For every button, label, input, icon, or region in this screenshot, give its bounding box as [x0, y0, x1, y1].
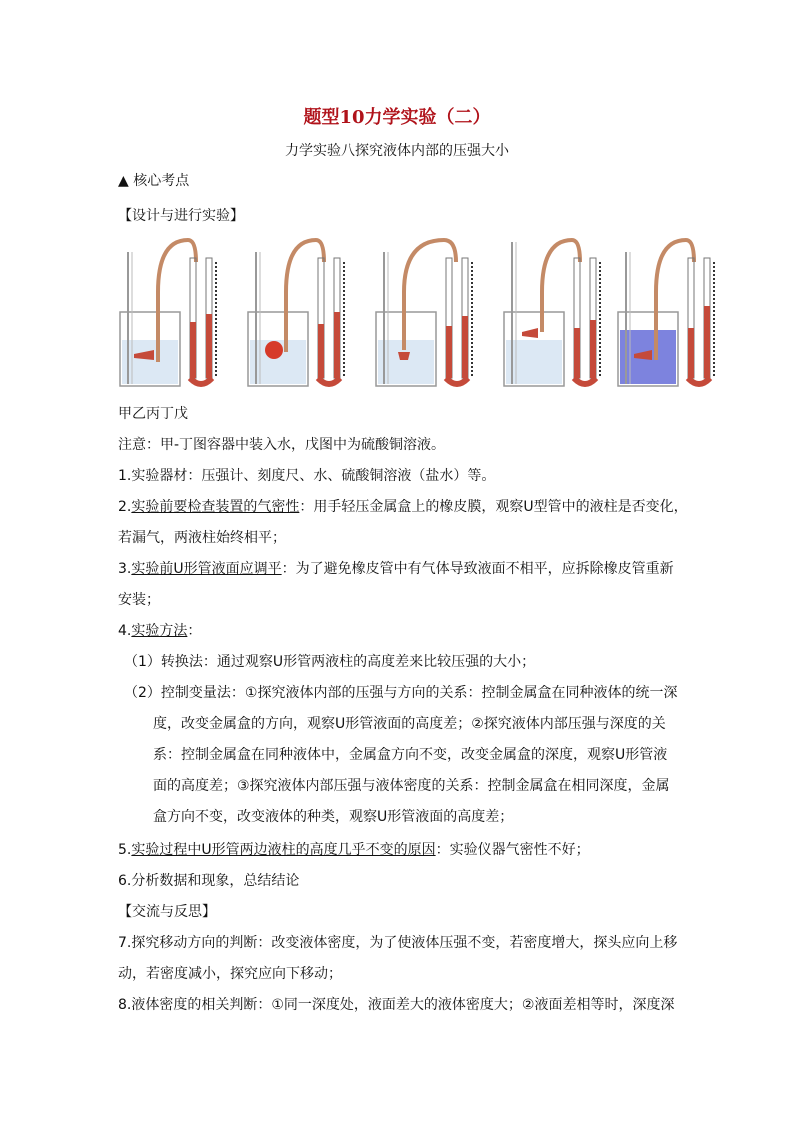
figure-bing	[374, 232, 486, 392]
item-7-line-1: 7.探究移动方向的判断：改变液体密度，为了使液体压强不变，若密度增大，探头应向上移	[118, 935, 678, 951]
section-reflect-heading: 【交流与反思】	[118, 904, 216, 920]
figure-wu	[616, 232, 728, 392]
figure-yi	[246, 232, 358, 392]
item-4-sub-2-line-4: 面的高度差；③探究液体内部压强与液体密度的关系：控制金属盒在相同深度，金属	[153, 778, 670, 794]
experiment-figures	[118, 232, 728, 392]
item-3-line-1	[118, 559, 674, 579]
item-4-sub-1: （1）转换法：通过观察U形管两液柱的高度差来比较压强的大小；	[124, 654, 536, 670]
item-2-text: ：用手轻压金属盒上的橡皮膜，观察U型管中的液柱是否变化，	[299, 499, 688, 515]
item-4-sub-2-line-1: （2）控制变量法：①探究液体内部的压强与方向的关系：控制金属盒在同种液体的统一深	[124, 685, 678, 701]
item-7-line-2: 动，若密度减小，探究应向下移动；	[118, 966, 342, 982]
page-title: 题型10力学实验（二）	[303, 107, 491, 128]
item-5	[118, 840, 590, 860]
item-3-text: ：为了避免橡皮管中有气体导致液面不相平，应拆除橡皮管重新	[281, 561, 674, 577]
item-4-sub-2-line-5: 盒方向不变，改变液体的种类，观察U形管液面的高度差；	[153, 809, 514, 825]
item-1: 1.实验器材：压强计、刻度尺、水、硫酸铜溶液（盐水）等。	[118, 468, 496, 484]
item-6: 6.分析数据和现象，总结结论	[118, 873, 300, 889]
figure-ding	[502, 232, 614, 392]
item-5-text: ：实验仪器气密性不好；	[435, 842, 590, 858]
item-3-number: 3.	[118, 561, 132, 577]
item-8: 8.液体密度的相关判断：①同一深度处，液面差大的液体密度大；②液面差相等时，深度深	[118, 997, 675, 1013]
item-4-tail: ：	[187, 623, 202, 639]
item-4-sub-2-line-3: 系：控制金属盒在同种液体中，金属盒方向不变，改变金属盒的深度，观察U形管液	[153, 747, 668, 763]
item-2-line-1	[118, 497, 688, 517]
item-5-key: 实验过程中U形管两边液柱的高度几乎不变的原因	[131, 842, 436, 858]
section-core-heading: ▲ 核心考点	[118, 173, 190, 189]
item-2-number: 2.	[118, 499, 132, 515]
item-4-number: 4.	[118, 623, 132, 639]
item-4-heading	[118, 621, 201, 641]
figure-labels: 甲乙丙丁戊	[118, 406, 188, 422]
note-text: 注意：甲-丁图容器中装入水，戊图中为硫酸铜溶液。	[118, 437, 446, 453]
item-4-sub-2-line-2: 度，改变金属盒的方向，观察U形管液面的高度差；②探究液体内部压强与深度的关	[153, 716, 666, 732]
item-2-line-2: 若漏气，两液柱始终相平；	[118, 530, 286, 546]
figure-jia	[118, 232, 230, 392]
item-5-number: 5.	[118, 842, 132, 858]
item-3-key: 实验前U形管液面应调平	[131, 561, 282, 577]
section-design-heading: 【设计与进行实验】	[118, 208, 244, 224]
item-4-key: 实验方法	[131, 623, 188, 639]
item-3-line-2: 安装；	[118, 592, 160, 608]
item-2-key: 实验前要检查装置的气密性	[131, 499, 300, 515]
page-subtitle: 力学实验八探究液体内部的压强大小	[285, 143, 509, 159]
